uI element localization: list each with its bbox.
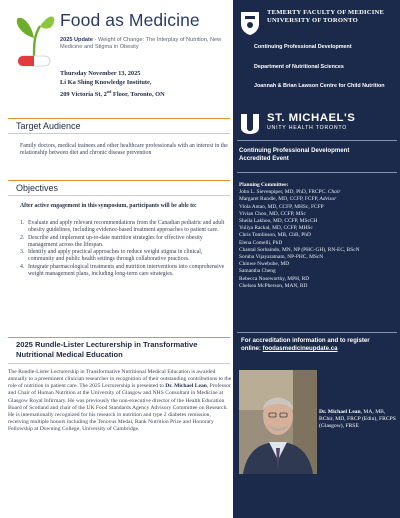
accredited-event-label: Continuing Professional Development Accredited Event [239, 147, 350, 162]
list-item: 1. Evaluate and apply relevant recommendations from the Canadian pediatric and adult obesity guidelines, including evidence-based treatment approaches to patient care. [20, 220, 225, 234]
committee-member: Viola Antao, MD, CCFP, MHSc, FCFP [239, 203, 324, 210]
sidebar [233, 0, 400, 518]
food-as-medicine-logo-icon [10, 8, 58, 72]
target-audience-text: Family doctors, medical trainees and other healthcare professionals with an interest in the relationship between diet and chronic disease prevention [20, 143, 228, 157]
divider [237, 332, 397, 333]
planning-committee [239, 182, 397, 290]
event-title: Food as Medicine [60, 10, 200, 30]
target-audience-heading: Target Audience [8, 118, 230, 134]
partner-lawson-centre: Joannah & Brian Lawson Centre for Child Nutrition [254, 83, 385, 89]
committee-member: John L. Sievenpiper, MD, PhD, FRCPC. Chair [239, 189, 341, 196]
committee-member: Chris Tomlinson, MB, ChB, PhD [239, 232, 311, 239]
committee-member: Yuliya Rackal, MD, CCFP, MHSc [239, 225, 313, 232]
list-item: 2. Describe and implement up-to-date nutrition strategies for effective obesity management across the lifespan. [20, 234, 203, 248]
committee-member: Chelsea McPherson, MAN, RD [239, 282, 308, 289]
objectives-heading: Objectives [8, 180, 230, 196]
uoft-logo [239, 8, 397, 36]
committee-member: Rebecca Noseworthy, MPH, RD [239, 275, 310, 282]
unity-health-name: UNITY HEALTH TORONTO [267, 125, 348, 131]
partner-nutritional-sciences: Department of Nutritional Sciences [254, 64, 344, 70]
committee-member: Elena Comelli, PhD [239, 239, 283, 246]
update-label: 2025 Update [60, 37, 93, 43]
lecturer-name: Dr. Michael Lean [165, 383, 207, 390]
committee-member: Soruba Vijayaratnam, NP-PHC, MScN [239, 254, 324, 261]
registration-link[interactable]: foodasmedicineupdate.ca [262, 345, 338, 353]
list-item: 3. Identify and apply practical approaches to reduce weight stigma in clinical, community and public health settings through collaborative practices. [20, 249, 203, 263]
st-michaels-name: ST. MICHAEL'S [267, 112, 356, 124]
event-date: Thursday November 13, 2025 [60, 70, 141, 77]
event-address: 209 Victoria St, 2nd Floor, Toronto, ON [60, 88, 165, 98]
lectureship-heading: 2025 Rundle-Lister Lecturership in Transformative Nutritional Medical Education [8, 337, 230, 364]
objectives-intro: After active engagement in this symposium, participants will be able to: [20, 203, 197, 209]
event-subtitle [60, 37, 232, 51]
divider [237, 140, 397, 141]
speaker-photo [239, 370, 317, 474]
divider [237, 172, 397, 173]
speaker-caption: Dr. Michael Lean, MA, MB, BChir, MD, FRCP (Edin), FRCPS (Glasgow), FRSE [319, 409, 396, 430]
st-michaels-mark-icon [237, 110, 263, 136]
list-item: 4. Integrate pharmacological treatments and nutrition interventions into comprehensive weight management plans, including long-term care strategies. [20, 263, 225, 278]
st-michaels-logo [235, 108, 365, 138]
committee-member: Vivian Choo, MD, CCFP, MSc [239, 210, 306, 217]
committee-member: Chinwe Nwebube, MD [239, 261, 290, 268]
event-details [60, 70, 232, 100]
committee-member: Chantal Sorhaindo, MN, NP (PHC-GH), RN-EC, BScN [239, 246, 360, 253]
uoft-faculty-name: TEMERTY FACULTY OF MEDICINE UNIVERSITY OF TORONTO [267, 9, 385, 24]
crest-icon [239, 10, 261, 36]
event-venue: Li Ka Shing Knowledge Institute, [60, 78, 152, 86]
committee-member: Sheila Lakhoo, MD, CCFP, MScCH [239, 218, 318, 225]
accreditation-info: For accreditation information and to register online: foodasmedicineupdate.ca [241, 337, 370, 353]
committee-member: Samantha Cheng [239, 268, 276, 275]
partner-cpd: Continuing Professional Development [254, 44, 352, 50]
planning-committee-heading: Planning Committee: [239, 182, 289, 188]
lectureship-text: The Rundle-Lister Lecturership in Transformative Nutritional Medical Education is awarded annually to a preeminent clinician researcher in recognition of their outstanding contributions to the role of nutrition in patient care. The 2025 Lecturership is presented to Dr. Michael Lean, Professor and Chair of Human Nutrition at the University of Glasgow and NHS Consultant in Medicine at Glasgow Royal Infirmary. He was previously the non-executive director of the Health Education Board of Scotland and chair of the UK Food Standards Agency Advisory Committee on Research. He is internationally recognized for his research in nutrition and type 2 diabetes remission, receiving multiple honors including the Tenovus Medal, Rank Nutrition Prize and Honorary Fellowship at Downing College, University of Cambridge. [8, 369, 232, 433]
committee-member: Margaret Rundle, MD, CCFP, FCFP, Advisor [239, 196, 337, 203]
objectives-list [20, 220, 230, 278]
update-theme: - Weight of Change: The Interplay of Nutrition, New Medicine and Stigma in Obesity [60, 37, 222, 50]
